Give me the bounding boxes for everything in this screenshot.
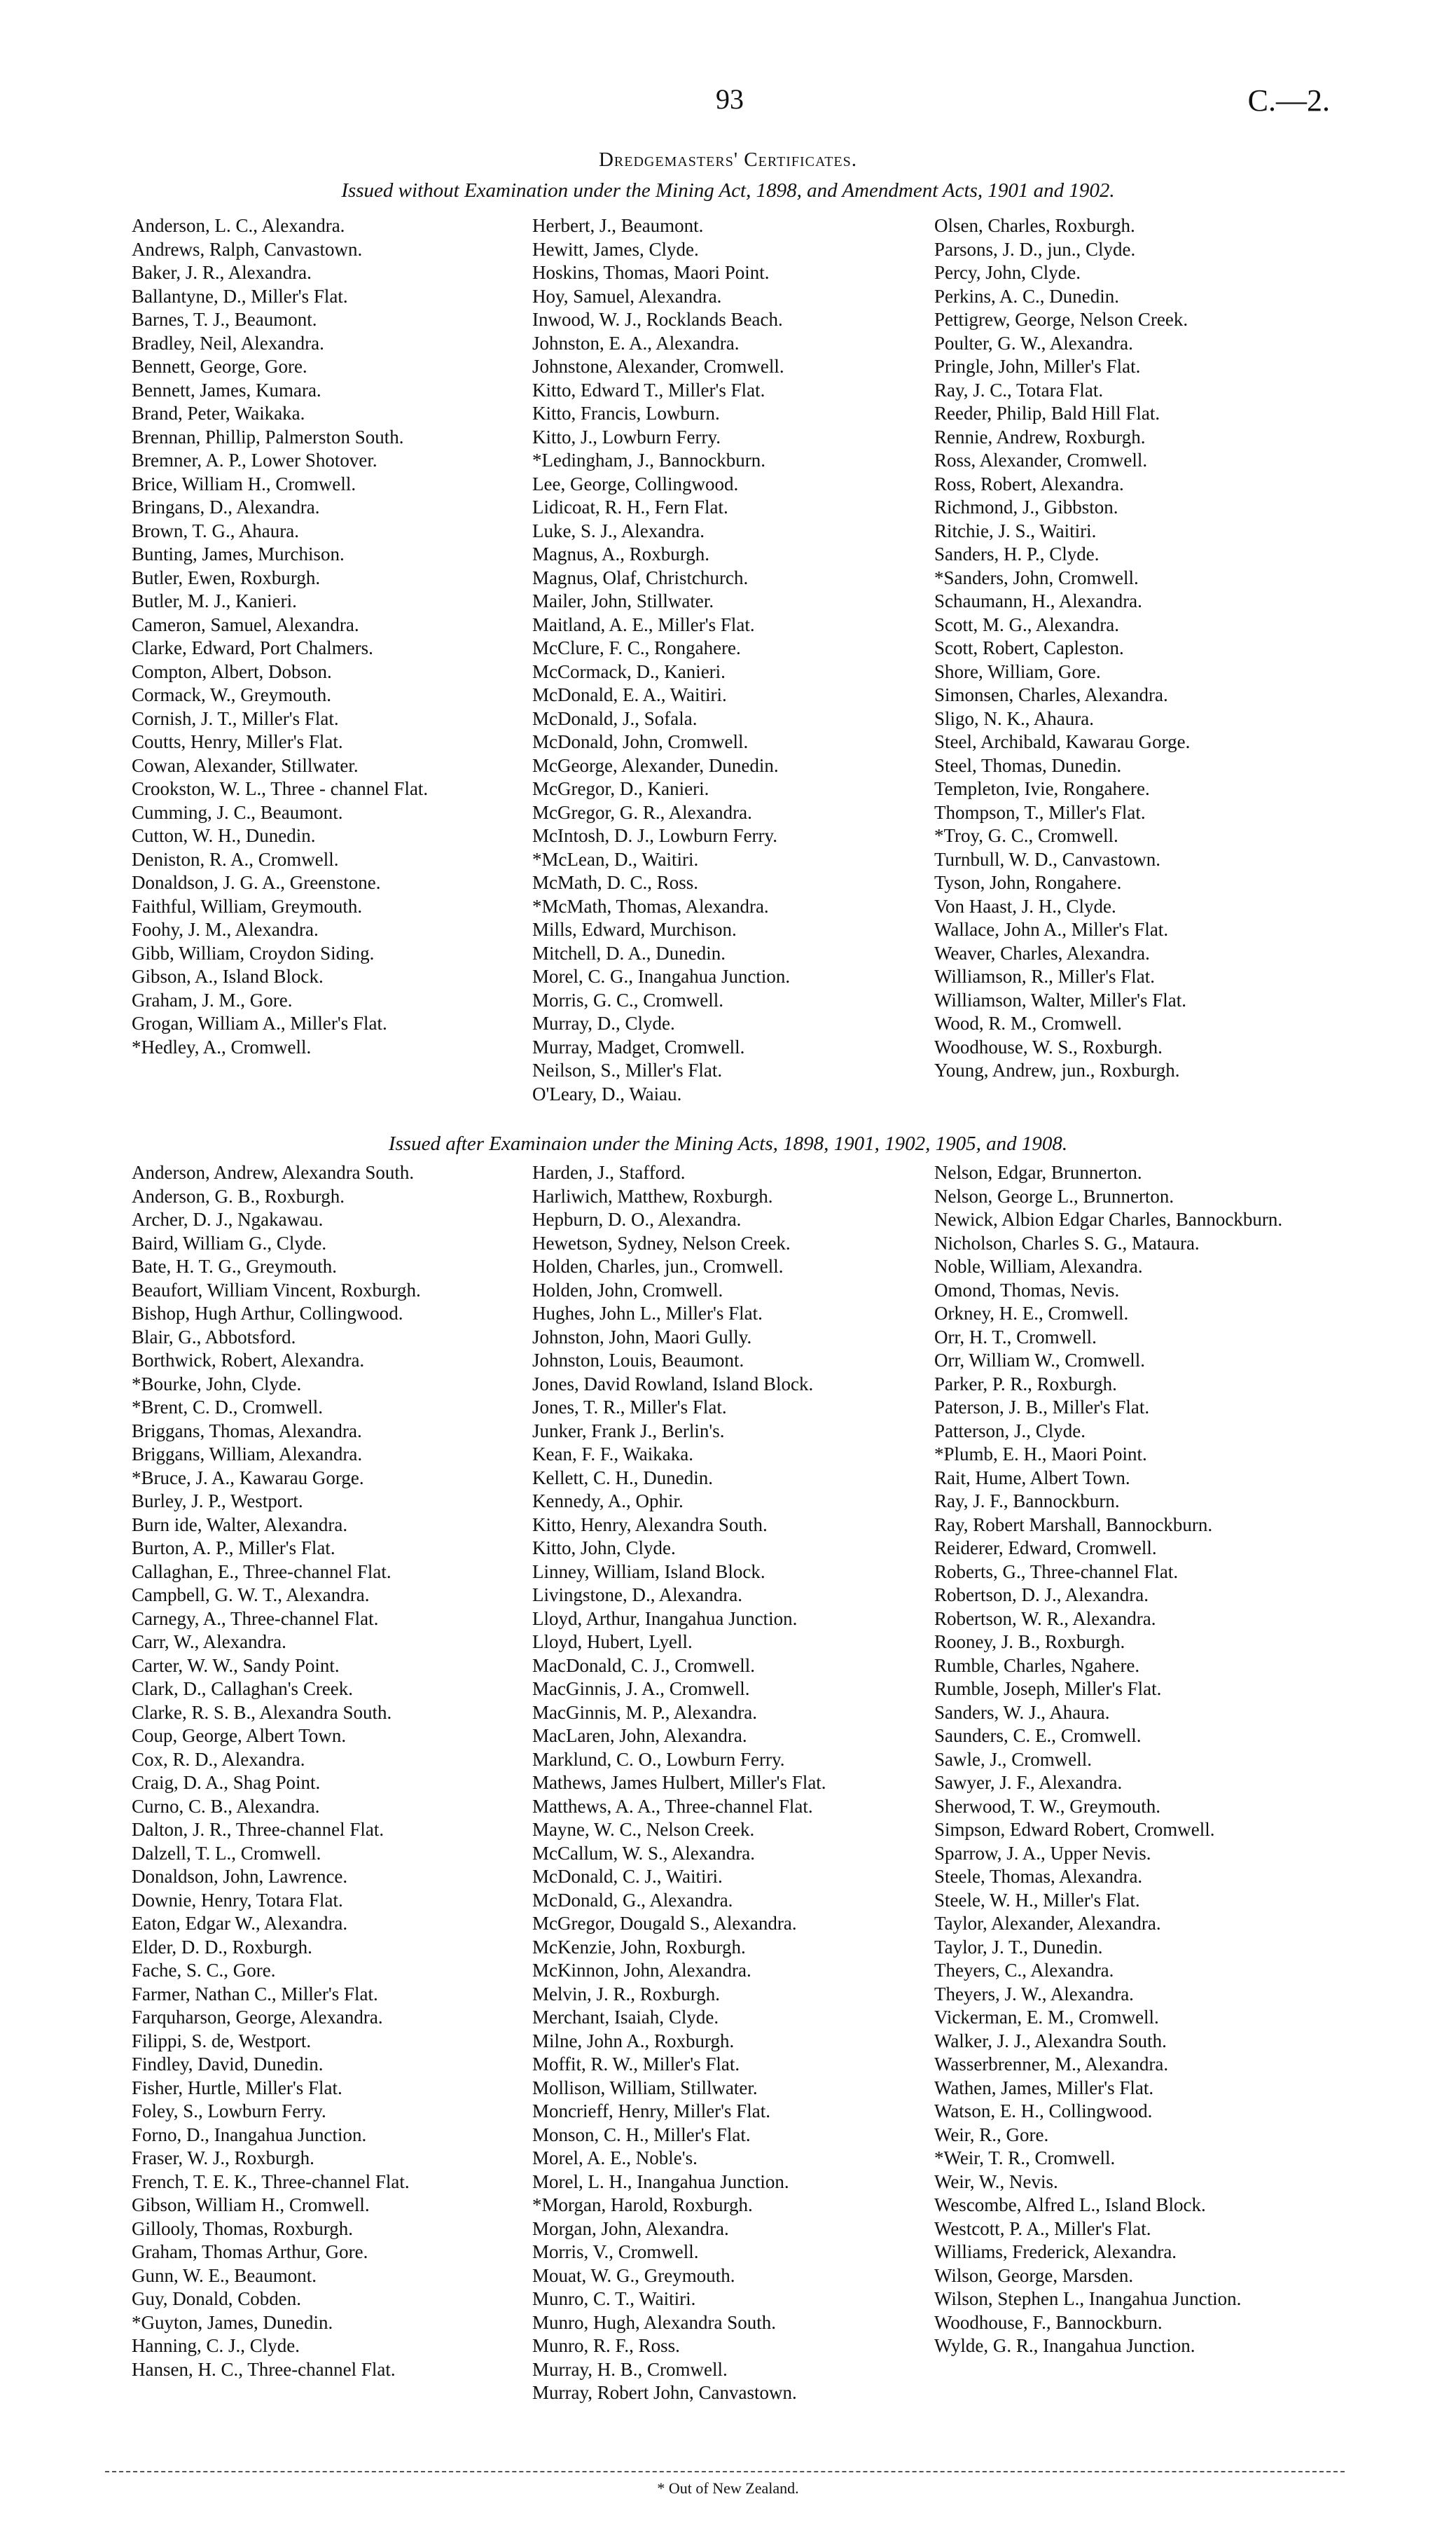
section2-column-3	[934, 1161, 1316, 2358]
certificate-entry: Orr, William W., Cromwell.	[934, 1350, 1146, 1371]
certificate-entry: Saunders, C. E., Cromwell.	[934, 1725, 1142, 1746]
certificate-entry: Hoy, Samuel, Alexandra.	[532, 285, 722, 307]
certificate-entry: Morris, G. C., Cromwell.	[532, 989, 723, 1011]
section2-subtitle: Issued after Examinaion under the Mining Acts, 1898, 1901, 1902, 1905, and 1908.	[388, 1133, 1068, 1155]
certificate-entry: Sawle, J., Cromwell.	[934, 1748, 1092, 1770]
certificate-entry: Guy, Donald, Cobden.	[132, 2288, 301, 2309]
section1-column-3	[934, 214, 1316, 1083]
certificate-entry: Bradley, Neil, Alexandra.	[132, 332, 324, 354]
certificate-entry: McCormack, D., Kanieri.	[532, 660, 726, 682]
certificate-entry: Burton, A. P., Miller's Flat.	[132, 1537, 335, 1558]
certificate-entry: Patterson, J., Clyde.	[934, 1420, 1086, 1441]
certificate-entry: Williamson, R., Miller's Flat.	[934, 966, 1156, 987]
certificate-entry: Mailer, John, Stillwater.	[532, 590, 714, 611]
certificate-entry: *Morgan, Harold, Roxburgh.	[532, 2194, 753, 2215]
certificate-entry: Cutton, W. H., Dunedin.	[132, 825, 316, 846]
certificate-entry: Wathen, James, Miller's Flat.	[934, 2077, 1154, 2098]
certificate-entry: Templeton, Ivie, Rongahere.	[934, 778, 1150, 799]
certificate-entry: Morel, C. G., Inangahua Junction.	[532, 966, 791, 987]
certificate-entry: Holden, Charles, jun., Cromwell.	[532, 1256, 784, 1277]
certificate-entry: Herbert, J., Beaumont.	[532, 215, 704, 236]
certificate-entry: Burley, J. P., Westport.	[132, 1490, 303, 1511]
certificate-entry: Compton, Albert, Dobson.	[132, 660, 332, 682]
certificate-entry: McGregor, Dougald S., Alexandra.	[532, 1913, 797, 1934]
certificate-entry: Callaghan, E., Three-channel Flat.	[132, 1560, 391, 1582]
certificate-entry: *Bourke, John, Clyde.	[132, 1373, 302, 1394]
certificate-entry: Orr, H. T., Cromwell.	[934, 1326, 1097, 1348]
certificate-entry: Inwood, W. J., Rocklands Beach.	[532, 309, 783, 330]
certificate-entry: O'Leary, D., Waiau.	[532, 1083, 682, 1105]
certificate-entry: Dalzell, T. L., Cromwell.	[132, 1842, 321, 1864]
certificate-entry: Lidicoat, R. H., Fern Flat.	[532, 497, 728, 518]
certificate-entry: *McMath, Thomas, Alexandra.	[532, 895, 769, 917]
certificate-entry: Johnston, Louis, Beaumont.	[532, 1350, 744, 1371]
certificate-entry: Simonsen, Charles, Alexandra.	[934, 684, 1168, 705]
certificate-entry: Foley, S., Lowburn Ferry.	[132, 2100, 326, 2121]
certificate-entry: Orkney, H. E., Cromwell.	[934, 1303, 1129, 1324]
certificate-entry: Filippi, S. de, Westport.	[132, 2030, 312, 2051]
certificate-entry: Mills, Edward, Murchison.	[532, 919, 737, 940]
certificate-entry: Bate, H. T. G., Greymouth.	[132, 1256, 337, 1277]
certificate-entry: Woodhouse, F., Bannockburn.	[934, 2311, 1163, 2333]
certificate-entry: Marklund, C. O., Lowburn Ferry.	[532, 1748, 785, 1770]
certificate-entry: Parsons, J. D., jun., Clyde.	[934, 238, 1136, 260]
certificate-entry: Scott, Robert, Capleston.	[934, 637, 1124, 658]
certificate-entry: Sparrow, J. A., Upper Nevis.	[934, 1842, 1151, 1864]
certificate-entry: Rumble, Joseph, Miller's Flat.	[934, 1678, 1162, 1699]
certificate-entry: Bennett, James, Kumara.	[132, 379, 321, 401]
certificate-entry: Weir, W., Nevis.	[934, 2170, 1058, 2192]
certificate-entry: *Sanders, John, Cromwell.	[934, 567, 1139, 588]
certificate-entry: Paterson, J. B., Miller's Flat.	[934, 1397, 1150, 1418]
certificate-entry: *Weir, T. R., Cromwell.	[934, 2147, 1116, 2168]
certificate-entry: MacGinnis, J. A., Cromwell.	[532, 1678, 750, 1699]
certificate-entry: Williams, Frederick, Alexandra.	[934, 2241, 1177, 2262]
certificate-entry: Wood, R. M., Cromwell.	[934, 1013, 1122, 1034]
page-number: 93	[716, 83, 744, 115]
certificate-entry: Craig, D. A., Shag Point.	[132, 1772, 321, 1793]
certificate-entry: Livingstone, D., Alexandra.	[532, 1584, 742, 1605]
certificate-entry: Lloyd, Arthur, Inangahua Junction.	[532, 1607, 798, 1629]
certificate-entry: Nicholson, Charles S. G., Mataura.	[934, 1232, 1200, 1254]
certificate-entry: McClure, F. C., Rongahere.	[532, 637, 741, 658]
certificate-entry: Murray, Madget, Cromwell.	[532, 1036, 745, 1058]
certificate-entry: Neilson, S., Miller's Flat.	[532, 1060, 723, 1081]
certificate-entry: Kitto, Henry, Alexandra South.	[532, 1514, 768, 1535]
certificate-entry: Milne, John A., Roxburgh.	[532, 2030, 735, 2051]
certificate-entry: Ray, J. C., Totara Flat.	[934, 379, 1104, 401]
certificate-entry: Campbell, G. W. T., Alexandra.	[132, 1584, 370, 1605]
certificate-entry: Lloyd, Hubert, Lyell.	[532, 1631, 693, 1652]
certificate-entry: Williamson, Walter, Miller's Flat.	[934, 989, 1186, 1011]
certificate-entry: Beaufort, William Vincent, Roxburgh.	[132, 1279, 421, 1301]
certificate-entry: Theyers, C., Alexandra.	[934, 1960, 1114, 1981]
certificate-entry: Sanders, W. J., Ahaura.	[934, 1701, 1110, 1723]
certificate-entry: Burn ide, Walter, Alexandra.	[132, 1514, 348, 1535]
certificate-entry: Monson, C. H., Miller's Flat.	[532, 2124, 751, 2145]
certificate-entry: McDonald, C. J., Waitiri.	[532, 1866, 723, 1887]
certificate-entry: Young, Andrew, jun., Roxburgh.	[934, 1060, 1180, 1081]
certificate-entry: Clark, D., Callaghan's Creek.	[132, 1678, 354, 1699]
certificate-entry: Hepburn, D. O., Alexandra.	[532, 1209, 742, 1230]
certificate-entry: Pringle, John, Miller's Flat.	[934, 356, 1141, 377]
certificate-entry: Omond, Thomas, Nevis.	[934, 1279, 1120, 1301]
certificate-entry: Curno, C. B., Alexandra.	[132, 1795, 320, 1817]
certificate-entry: Baird, William G., Clyde.	[132, 1232, 327, 1254]
certificate-entry: Mollison, William, Stillwater.	[532, 2077, 758, 2098]
certificate-entry: Barnes, T. J., Beaumont.	[132, 309, 317, 330]
certificate-entry: Mitchell, D. A., Dunedin.	[532, 942, 726, 964]
certificate-entry: Westcott, P. A., Miller's Flat.	[934, 2217, 1151, 2239]
certificate-entry: Magnus, Olaf, Christchurch.	[532, 567, 749, 588]
certificate-entry: Reeder, Philip, Bald Hill Flat.	[934, 403, 1160, 424]
certificate-entry: Carr, W., Alexandra.	[132, 1631, 286, 1652]
certificate-entry: Simpson, Edward Robert, Cromwell.	[934, 1819, 1215, 1840]
certificate-entry: Bremner, A. P., Lower Shotover.	[132, 450, 377, 471]
certificate-entry: Roberts, G., Three-channel Flat.	[934, 1560, 1179, 1582]
certificate-entry: Findley, David, Dunedin.	[132, 2054, 324, 2075]
certificate-entry: Andrews, Ralph, Canvastown.	[132, 238, 363, 260]
certificate-entry: Borthwick, Robert, Alexandra.	[132, 1350, 365, 1371]
certificate-entry: Moffit, R. W., Miller's Flat.	[532, 2054, 740, 2075]
certificate-entry: Dalton, J. R., Three-channel Flat.	[132, 1819, 384, 1840]
certificate-entry: Nelson, George L., Brunnerton.	[934, 1185, 1174, 1207]
section2-column-1	[132, 1161, 513, 2381]
certificate-entry: McGeorge, Alexander, Dunedin.	[532, 754, 779, 776]
certificate-entry: McDonald, J., Sofala.	[532, 707, 698, 729]
certificate-entry: Kitto, J., Lowburn Ferry.	[532, 426, 721, 448]
certificate-entry: *Bruce, J. A., Kawarau Gorge.	[132, 1467, 364, 1488]
certificate-entry: Ray, Robert Marshall, Bannockburn.	[934, 1514, 1213, 1535]
certificate-entry: Moncrieff, Henry, Miller's Flat.	[532, 2100, 771, 2121]
certificate-entry: Archer, D. J., Ngakawau.	[132, 1209, 324, 1230]
section1-column-1	[132, 214, 513, 1059]
certificate-entry: Kitto, John, Clyde.	[532, 1537, 676, 1558]
section1-subtitle: Issued without Examination under the Mining Act, 1898, and Amendment Acts, 1901 and 1902.	[341, 179, 1115, 202]
certificate-entry: Weir, R., Gore.	[934, 2124, 1049, 2145]
certificate-entry: Robertson, W. R., Alexandra.	[934, 1607, 1156, 1629]
certificate-entry: Donaldson, J. G. A., Greenstone.	[132, 872, 381, 893]
certificate-entry: MacDonald, C. J., Cromwell.	[532, 1654, 755, 1676]
certificate-entry: Munro, R. F., Ross.	[532, 2335, 680, 2356]
certificate-entry: Anderson, Andrew, Alexandra South.	[132, 1162, 415, 1183]
certificate-entry: Vickerman, E. M., Cromwell.	[934, 2007, 1159, 2028]
certificate-entry: Grogan, William A., Miller's Flat.	[132, 1013, 387, 1034]
certificate-entry: Morel, A. E., Noble's.	[532, 2147, 698, 2168]
certificate-entry: Blair, G., Abbotsford.	[132, 1326, 296, 1348]
certificate-entry: Wallace, John A., Miller's Flat.	[934, 919, 1169, 940]
certificate-entry: Cormack, W., Greymouth.	[132, 684, 331, 705]
certificate-entry: Sligo, N. K., Ahaura.	[934, 707, 1094, 729]
certificate-entry: Sawyer, J. F., Alexandra.	[934, 1772, 1123, 1793]
certificate-entry: Steele, W. H., Miller's Flat.	[934, 1889, 1140, 1911]
certificate-entry: McDonald, John, Cromwell.	[532, 731, 749, 752]
certificate-entry: Mayne, W. C., Nelson Creek.	[532, 1819, 755, 1840]
certificate-entry: Weaver, Charles, Alexandra.	[934, 942, 1150, 964]
certificate-entry: Cowan, Alexander, Stillwater.	[132, 754, 359, 776]
certificate-entry: French, T. E. K., Three-channel Flat.	[132, 2170, 410, 2192]
certificate-entry: Clarke, Edward, Port Chalmers.	[132, 637, 373, 658]
certificate-entry: Sherwood, T. W., Greymouth.	[934, 1795, 1160, 1817]
certificate-entry: Tyson, John, Rongahere.	[934, 872, 1122, 893]
certificate-entry: *Plumb, E. H., Maori Point.	[934, 1443, 1147, 1465]
certificate-entry: Kennedy, A., Ophir.	[532, 1490, 684, 1511]
certificate-entry: Mouat, W. G., Greymouth.	[532, 2264, 735, 2286]
certificate-entry: McDonald, E. A., Waitiri.	[532, 684, 727, 705]
certificate-entry: Butler, M. J., Kanieri.	[132, 590, 297, 611]
certificate-entry: McDonald, G., Alexandra.	[532, 1889, 733, 1911]
certificate-entry: Hewitt, James, Clyde.	[532, 238, 699, 260]
certificate-entry: Olsen, Charles, Roxburgh.	[934, 215, 1135, 236]
certificate-entry: Kitto, Francis, Lowburn.	[532, 403, 720, 424]
certificate-entry: Cumming, J. C., Beaumont.	[132, 801, 343, 823]
document-code: C.—2.	[1247, 83, 1330, 118]
certificate-entry: Pettigrew, George, Nelson Creek.	[934, 309, 1188, 330]
certificate-entry: Cornish, J. T., Miller's Flat.	[132, 707, 339, 729]
certificate-entry: Brand, Peter, Waikaka.	[132, 403, 305, 424]
certificate-entry: Johnstone, Alexander, Cromwell.	[532, 356, 784, 377]
certificate-entry: Steel, Archibald, Kawarau Gorge.	[934, 731, 1191, 752]
certificate-entry: Melvin, J. R., Roxburgh.	[532, 1983, 721, 2005]
certificate-entry: Fraser, W. J., Roxburgh.	[132, 2147, 314, 2168]
certificate-entry: Brown, T. G., Ahaura.	[132, 520, 299, 541]
certificate-entry: Wylde, G. R., Inangahua Junction.	[934, 2335, 1195, 2356]
certificate-entry: Carnegy, A., Three-channel Flat.	[132, 1607, 379, 1629]
certificate-entry: Linney, William, Island Block.	[532, 1560, 765, 1582]
certificate-entry: Ross, Robert, Alexandra.	[934, 473, 1124, 494]
certificate-entry: Poulter, G. W., Alexandra.	[934, 332, 1133, 354]
certificate-entry: *Brent, C. D., Cromwell.	[132, 1397, 323, 1418]
page-title: Dredgemasters' Certificates.	[598, 148, 858, 171]
certificate-entry: Fache, S. C., Gore.	[132, 1960, 276, 1981]
certificate-entry: Richmond, J., Gibbston.	[934, 497, 1118, 518]
certificate-entry: Crookston, W. L., Three - channel Flat.	[132, 778, 429, 799]
certificate-entry: Cameron, Samuel, Alexandra.	[132, 614, 359, 635]
certificate-entry: Anderson, G. B., Roxburgh.	[132, 1185, 345, 1207]
certificate-entry: Wilson, George, Marsden.	[934, 2264, 1134, 2286]
certificate-entry: Briggans, William, Alexandra.	[132, 1443, 363, 1465]
certificate-entry: Graham, J. M., Gore.	[132, 989, 293, 1011]
certificate-entry: Hoskins, Thomas, Maori Point.	[532, 262, 770, 283]
certificate-entry: Johnston, John, Maori Gully.	[532, 1326, 752, 1348]
certificate-entry: Wasserbrenner, M., Alexandra.	[934, 2054, 1169, 2075]
certificate-entry: Foohy, J. M., Alexandra.	[132, 919, 319, 940]
certificate-entry: Coutts, Henry, Miller's Flat.	[132, 731, 343, 752]
certificate-entry: Elder, D. D., Roxburgh.	[132, 1936, 312, 1958]
section1-column-2	[532, 214, 914, 1106]
certificate-entry: Thompson, T., Miller's Flat.	[934, 801, 1146, 823]
certificate-entry: Anderson, L. C., Alexandra.	[132, 215, 345, 236]
certificate-entry: Gunn, W. E., Beaumont.	[132, 2264, 317, 2286]
certificate-entry: Woodhouse, W. S., Roxburgh.	[934, 1036, 1163, 1058]
certificate-entry: Bunting, James, Murchison.	[132, 543, 345, 565]
certificate-entry: Ballantyne, D., Miller's Flat.	[132, 285, 348, 307]
certificate-entry: Ray, J. F., Bannockburn.	[934, 1490, 1120, 1511]
certificate-entry: Nelson, Edgar, Brunnerton.	[934, 1162, 1142, 1183]
certificate-entry: Steele, Thomas, Alexandra.	[934, 1866, 1143, 1887]
certificate-entry: Jones, David Rowland, Island Block.	[532, 1373, 814, 1394]
certificate-entry: Fisher, Hurtle, Miller's Flat.	[132, 2077, 342, 2098]
certificate-entry: McKinnon, John, Alexandra.	[532, 1960, 751, 1981]
certificate-entry: Harliwich, Matthew, Roxburgh.	[532, 1185, 773, 1207]
certificate-entry: Jones, T. R., Miller's Flat.	[532, 1397, 727, 1418]
certificate-entry: Bringans, D., Alexandra.	[132, 497, 320, 518]
certificate-entry: Murray, D., Clyde.	[532, 1013, 675, 1034]
certificate-entry: Bishop, Hugh Arthur, Collingwood.	[132, 1303, 403, 1324]
certificate-entry: Gillooly, Thomas, Roxburgh.	[132, 2217, 354, 2239]
certificate-entry: Rumble, Charles, Ngahere.	[934, 1654, 1140, 1676]
certificate-entry: Hansen, H. C., Three-channel Flat.	[132, 2358, 396, 2380]
certificate-entry: Taylor, J. T., Dunedin.	[934, 1936, 1103, 1958]
certificate-entry: Kitto, Edward T., Miller's Flat.	[532, 379, 765, 401]
certificate-entry: McGregor, G. R., Alexandra.	[532, 801, 752, 823]
footnote-divider	[105, 2471, 1345, 2472]
certificate-entry: Percy, John, Clyde.	[934, 262, 1081, 283]
certificate-entry: Parker, P. R., Roxburgh.	[934, 1373, 1117, 1394]
certificate-entry: *Hedley, A., Cromwell.	[132, 1036, 312, 1058]
certificate-entry: Farquharson, George, Alexandra.	[132, 2007, 383, 2028]
certificate-entry: *Ledingham, J., Bannockburn.	[532, 450, 765, 471]
certificate-entry: Coup, George, Albert Town.	[132, 1725, 347, 1746]
certificate-entry: Harden, J., Stafford.	[532, 1162, 686, 1183]
certificate-entry: *McLean, D., Waitiri.	[532, 848, 699, 870]
certificate-entry: Reiderer, Edward, Cromwell.	[934, 1537, 1157, 1558]
certificate-entry: Magnus, A., Roxburgh.	[532, 543, 710, 565]
certificate-entry: Murray, H. B., Cromwell.	[532, 2358, 728, 2380]
certificate-entry: *Guyton, James, Dunedin.	[132, 2311, 333, 2333]
certificate-entry: Gibson, A., Island Block.	[132, 966, 324, 987]
certificate-entry: Theyers, J. W., Alexandra.	[934, 1983, 1134, 2005]
certificate-entry: Perkins, A. C., Dunedin.	[934, 285, 1120, 307]
certificate-entry: Bennett, George, Gore.	[132, 356, 307, 377]
certificate-entry: Hughes, John L., Miller's Flat.	[532, 1303, 763, 1324]
certificate-entry: Steel, Thomas, Dunedin.	[934, 754, 1122, 776]
certificate-entry: Morgan, John, Alexandra.	[532, 2217, 729, 2239]
certificate-entry: Brice, William H., Cromwell.	[132, 473, 356, 494]
certificate-entry: Merchant, Isaiah, Clyde.	[532, 2007, 719, 2028]
certificate-entry: Walker, J. J., Alexandra South.	[934, 2030, 1167, 2051]
certificate-entry: Forno, D., Inangahua Junction.	[132, 2124, 367, 2145]
certificate-entry: Gibson, William H., Cromwell.	[132, 2194, 370, 2215]
certificate-entry: Munro, Hugh, Alexandra South.	[532, 2311, 776, 2333]
certificate-entry: Baker, J. R., Alexandra.	[132, 262, 312, 283]
certificate-entry: Faithful, William, Greymouth.	[132, 895, 363, 917]
certificate-entry: Rait, Hume, Albert Town.	[934, 1467, 1130, 1488]
certificate-entry: Lee, George, Collingwood.	[532, 473, 739, 494]
certificate-entry: Rennie, Andrew, Roxburgh.	[934, 426, 1146, 448]
certificate-entry: Murray, Robert John, Canvastown.	[532, 2382, 797, 2403]
certificate-entry: Sanders, H. P., Clyde.	[934, 543, 1100, 565]
certificate-entry: Kellett, C. H., Dunedin.	[532, 1467, 713, 1488]
certificate-entry: Gibb, William, Croydon Siding.	[132, 942, 375, 964]
certificate-entry: Wescombe, Alfred L., Island Block.	[934, 2194, 1206, 2215]
certificate-entry: Butler, Ewen, Roxburgh.	[132, 567, 321, 588]
footnote: * Out of New Zealand.	[657, 2479, 799, 2497]
certificate-entry: Maitland, A. E., Miller's Flat.	[532, 614, 755, 635]
section2-column-2	[532, 1161, 914, 2405]
certificate-entry: Deniston, R. A., Cromwell.	[132, 848, 339, 870]
certificate-entry: Scott, M. G., Alexandra.	[934, 614, 1119, 635]
certificate-entry: Johnston, E. A., Alexandra.	[532, 332, 740, 354]
certificate-entry: McKenzie, John, Roxburgh.	[532, 1936, 746, 1958]
certificate-entry: Junker, Frank J., Berlin's.	[532, 1420, 725, 1441]
certificate-entry: Taylor, Alexander, Alexandra.	[934, 1913, 1161, 1934]
certificate-entry: Eaton, Edgar W., Alexandra.	[132, 1913, 348, 1934]
certificate-entry: *Troy, G. C., Cromwell.	[934, 825, 1118, 846]
certificate-entry: Matthews, A. A., Three-channel Flat.	[532, 1795, 813, 1817]
certificate-entry: Ross, Alexander, Cromwell.	[934, 450, 1148, 471]
certificate-entry: Ritchie, J. S., Waitiri.	[934, 520, 1097, 541]
certificate-entry: Munro, C. T., Waitiri.	[532, 2288, 696, 2309]
certificate-entry: Kean, F. F., Waikaka.	[532, 1443, 693, 1465]
certificate-entry: Morel, L. H., Inangahua Junction.	[532, 2170, 789, 2192]
certificate-entry: Schaumann, H., Alexandra.	[934, 590, 1142, 611]
certificate-entry: Cox, R. D., Alexandra.	[132, 1748, 305, 1770]
certificate-entry: MacLaren, John, Alexandra.	[532, 1725, 747, 1746]
certificate-entry: Luke, S. J., Alexandra.	[532, 520, 705, 541]
certificate-entry: Carter, W. W., Sandy Point.	[132, 1654, 340, 1676]
certificate-entry: McCallum, W. S., Alexandra.	[532, 1842, 755, 1864]
certificate-entry: McIntosh, D. J., Lowburn Ferry.	[532, 825, 777, 846]
certificate-entry: Hanning, C. J., Clyde.	[132, 2335, 300, 2356]
certificate-entry: Wilson, Stephen L., Inangahua Junction.	[934, 2288, 1242, 2309]
certificate-entry: Morris, V., Cromwell.	[532, 2241, 699, 2262]
certificate-entry: Mathews, James Hulbert, Miller's Flat.	[532, 1772, 826, 1793]
certificate-entry: Briggans, Thomas, Alexandra.	[132, 1420, 362, 1441]
certificate-entry: Turnbull, W. D., Canvastown.	[934, 848, 1161, 870]
certificate-entry: Graham, Thomas Arthur, Gore.	[132, 2241, 368, 2262]
certificate-entry: Brennan, Phillip, Palmerston South.	[132, 426, 404, 448]
certificate-entry: Hewetson, Sydney, Nelson Creek.	[532, 1232, 791, 1254]
certificate-entry: Shore, William, Gore.	[934, 660, 1101, 682]
page-header	[0, 83, 1456, 125]
certificate-entry: MacGinnis, M. P., Alexandra.	[532, 1701, 757, 1723]
certificate-entry: Newick, Albion Edgar Charles, Bannockburn.	[934, 1209, 1283, 1230]
certificate-entry: Rooney, J. B., Roxburgh.	[934, 1631, 1125, 1652]
certificate-entry: McGregor, D., Kanieri.	[532, 778, 709, 799]
certificate-entry: Holden, John, Cromwell.	[532, 1279, 723, 1301]
certificate-entry: Downie, Henry, Totara Flat.	[132, 1889, 343, 1911]
certificate-entry: Farmer, Nathan C., Miller's Flat.	[132, 1983, 378, 2005]
certificate-entry: Donaldson, John, Lawrence.	[132, 1866, 348, 1887]
certificate-entry: Noble, William, Alexandra.	[934, 1256, 1143, 1277]
certificate-entry: Clarke, R. S. B., Alexandra South.	[132, 1701, 392, 1723]
certificate-entry: McMath, D. C., Ross.	[532, 872, 699, 893]
certificate-entry: Robertson, D. J., Alexandra.	[934, 1584, 1149, 1605]
certificate-entry: Von Haast, J. H., Clyde.	[934, 895, 1116, 917]
certificate-entry: Watson, E. H., Collingwood.	[934, 2100, 1153, 2121]
